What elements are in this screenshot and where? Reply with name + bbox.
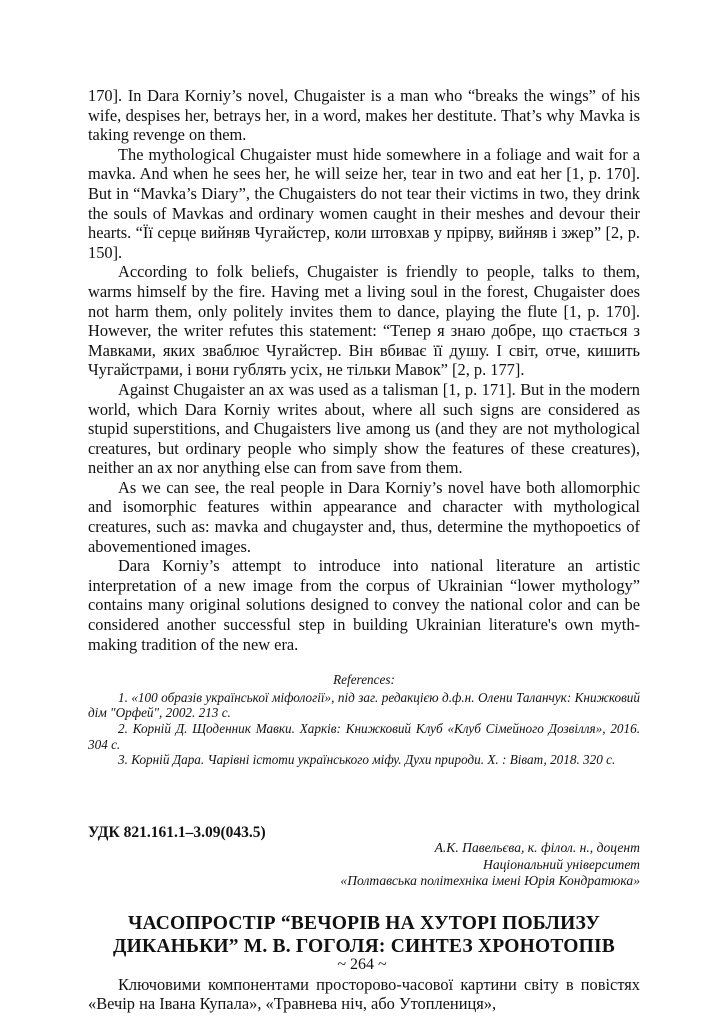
reference-item-2: 2. Корній Д. Щоденник Мавки. Харків: Книжковий Клуб «Клуб Сімейного Дозвілля», 2016. 304 с. bbox=[88, 721, 640, 752]
page-number: ~ 264 ~ bbox=[337, 956, 387, 973]
affiliation-line-2: «Полтавська політехніка імені Юрія Кондратюка» bbox=[340, 873, 640, 889]
body-paragraph-6: Dara Korniy’s attempt to introduce into national literature an artistic interpretation of a new image from the corpus of Ukrainian “lower mythology” contains many original solutions designed to convey the national color and can be considered another successful step in building Ukrainian literature's own myth-making tradition of the new era. bbox=[88, 556, 640, 654]
reference-item-1: 1. «100 образів української міфології», під заг. редакцією д.ф.н. Олени Таланчук: Книжковий дім "Орфей", 2002. 213 с. bbox=[88, 689, 640, 721]
article-title bbox=[88, 912, 640, 958]
page-content bbox=[88, 86, 640, 1014]
author-block bbox=[88, 840, 640, 889]
body-paragraph-3: According to folk beliefs, Chugaister is friendly to people, talks to them, warms himself by the fire. Having met a living soul in the forest, Chugaister does not harm them, only politely invites them to dance, playing the flute [1, p. 170]. However, the writer refutes this statement: “Тепер я знаю добре, що стається з Мавками, яких зваблює Чугайстер. Він вбиває її душу. І світ, отче, кишить Чугайстрами, і вони гублять усіх, не тільки Мавок” [2, p. 177]. bbox=[88, 262, 640, 380]
author-name: А.К. Павельєва, к. філол. н., доцент bbox=[434, 840, 640, 856]
body-paragraph-2: The mythological Chugaister must hide somewhere in a foliage and wait for a mavka. And when he sees her, he will seize her, tear in two and eat her [1, p. 170]. But in “Mavka’s Diary”, the Chugaisters do not tear their victims in two, they drink the souls of Mavkas and ordinary women caught in their meshes and devour their hearts. “Її серце вийняв Чугайстер, коли штовхав у прірву, вийняв і зжер” [2, p. 150]. bbox=[88, 144, 640, 262]
article-title-line-1: ЧАСОПРОСТІР “ВЕЧОРІВ НА ХУТОРІ ПОБЛИЗУ bbox=[127, 912, 601, 934]
body-paragraph-4: Against Chugaister an ax was used as a talisman [1, p. 171]. But in the modern world, which Dara Korniy writes about, where all such signs are considered as stupid superstitions, and Chugaisters live among us (and they are not mythological creatures, but ordinary people who simply show the features of these creatures), neither an ax nor anything else can from save from them. bbox=[88, 379, 640, 478]
article-lead-paragraph: Ключовими компонентами просторово-часової картини світу в повістях «Вечір на Івана Купала», «Травнева ніч, або Утоплениця», bbox=[88, 974, 640, 1014]
article-title-line-2: ДИКАНЬКИ” М. В. ГОГОЛЯ: СИНТЕЗ ХРОНОТОПІВ bbox=[113, 935, 615, 957]
reference-item-3: 3. Корній Дара. Чарівні істоти українського міфу. Духи природи. Х. : Віват, 2018. 320 с. bbox=[118, 752, 616, 768]
body-paragraph-1: 170]. In Dara Korniy’s novel, Chugaister is a man who “breaks the wings” of his wife, despises her, betrays her, in a word, makes her destitute. That’s why Mavka is taking revenge on them. bbox=[88, 86, 640, 145]
body-paragraph-5: As we can see, the real people in Dara Korniy’s novel have both allomorphic and isomorphic features within appearance and character with mythological creatures, such as: mavka and chugayster and, thus, determine the mythopoetics of abovementioned images. bbox=[88, 477, 640, 556]
references-heading: References: bbox=[333, 672, 395, 688]
affiliation-line-1: Національний університет bbox=[483, 856, 640, 872]
udk-code: УДК 821.161.1–3.09(043.5) bbox=[88, 823, 266, 841]
references-section bbox=[88, 672, 640, 768]
